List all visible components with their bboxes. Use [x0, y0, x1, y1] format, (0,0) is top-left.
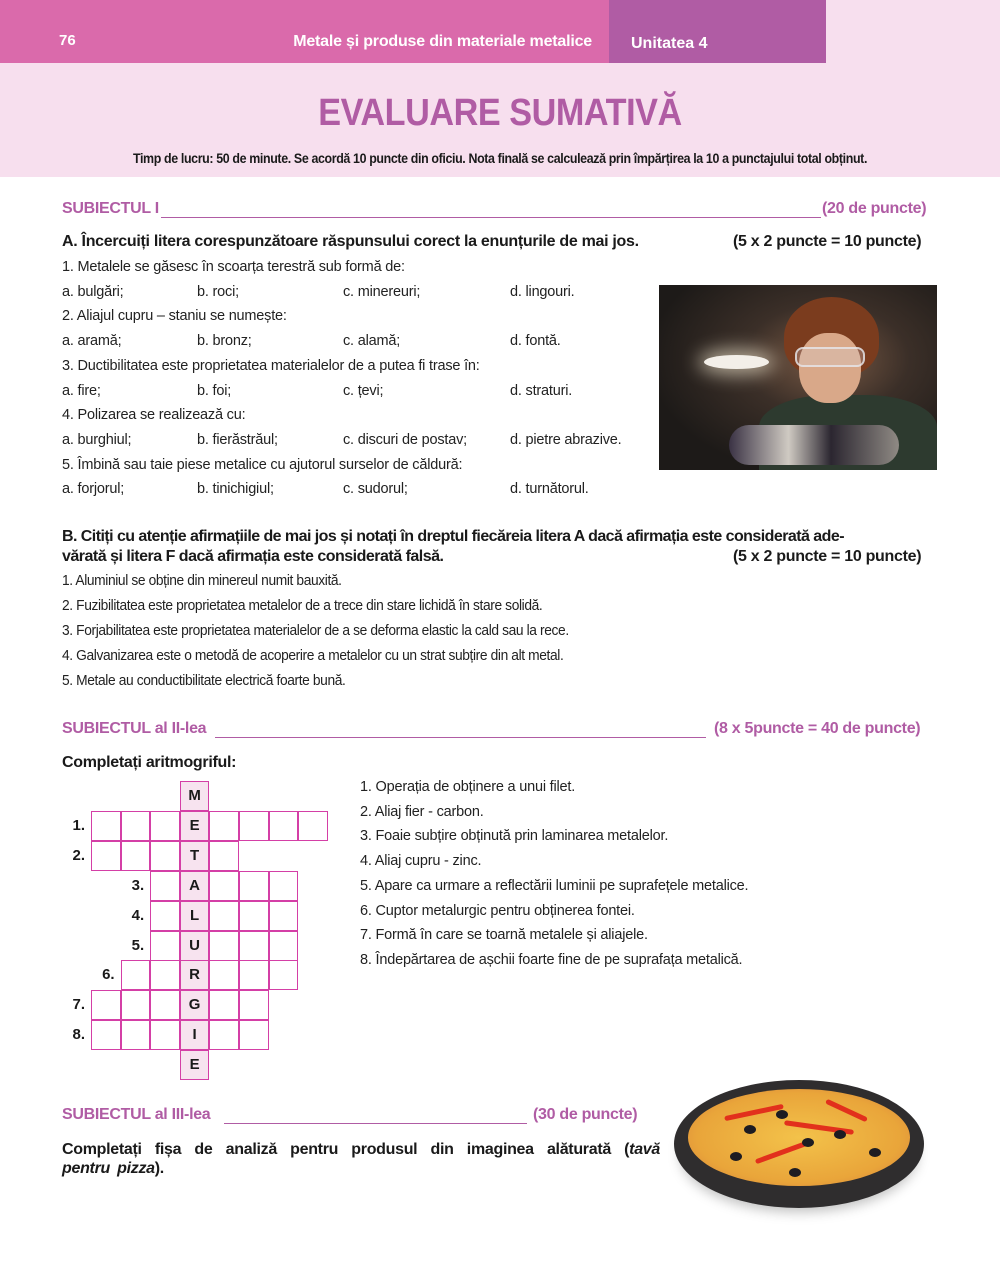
part-a-instruction: A. Încercuiți litera corespunzătoare răspunsului corect la enunțurile de mai jos. [62, 233, 639, 250]
olive-shape [744, 1125, 756, 1134]
answer-option[interactable]: b. fierăstrăul; [197, 431, 278, 448]
crossword-answer-cell[interactable] [209, 990, 239, 1020]
keyword-letter-cell: G [180, 990, 210, 1020]
crossword-clue: 1. Operația de obținere a unui filet. [360, 779, 576, 795]
chapter-title: Metale și produse din materiale metalice [293, 33, 592, 50]
crossword-answer-cell[interactable] [239, 901, 269, 931]
true-false-statement: 1. Aluminiul se obține din minereul numit bauxită. [62, 573, 342, 589]
crossword-answer-cell[interactable] [209, 871, 239, 901]
crossword-answer-cell[interactable] [269, 931, 299, 961]
subject-3-instruction-text: Completați fișa de analiză pentru produsul din imaginea alăturată ( [62, 1141, 630, 1158]
crossword-clue: 4. Aliaj cupru - zinc. [360, 853, 482, 870]
lamp-shape [704, 355, 769, 369]
answer-option[interactable]: d. lingouri. [510, 283, 575, 300]
answer-option[interactable]: d. turnătorul. [510, 481, 589, 498]
part-b-instruction-line2: vărată și litera F dacă afirmația este considerată falsă. [62, 548, 444, 565]
subject-3-points: (30 de puncte) [533, 1106, 638, 1123]
subject-2-points: (8 x 5puncte = 40 de puncte) [714, 720, 921, 737]
exam-instructions: Timp de lucru: 50 de minute. Se acordă 10 puncte din oficiu. Nota finală se calculează prin împărțirea la 10 a punctajului total obținut. [132, 151, 868, 166]
keyword-letter-cell: E [180, 811, 210, 841]
keyword-letter-cell: L [180, 901, 210, 931]
crossword-row-label: 1. [72, 816, 85, 834]
crossword-row-label: 5. [131, 936, 145, 954]
crossword-answer-cell[interactable] [121, 811, 151, 841]
question-text: 4. Polizarea se realizează cu: [62, 407, 246, 424]
crossword-clue: 7. Formă în care se toarnă metalele și aliajele. [360, 927, 648, 944]
crossword-answer-cell[interactable] [150, 811, 180, 841]
part-b-points: (5 x 2 puncte = 10 puncte) [733, 548, 922, 565]
answer-option[interactable]: b. bronz; [197, 333, 252, 350]
crossword-answer-cell[interactable] [239, 871, 269, 901]
crossword-answer-cell[interactable] [150, 990, 180, 1020]
answer-option[interactable]: d. fontă. [510, 333, 561, 350]
crossword-answer-cell[interactable] [150, 901, 180, 931]
welder-photo [659, 285, 937, 470]
crossword-answer-cell[interactable] [150, 841, 180, 871]
crossword-row-label: 2. [72, 846, 85, 864]
keyword-letter-cell: E [180, 1050, 210, 1080]
subject-1-rule [161, 217, 821, 218]
crossword-clue: 6. Cuptor metalurgic pentru obținerea fontei. [360, 902, 635, 919]
answer-option[interactable]: b. foi; [197, 382, 232, 399]
crossword-answer-cell[interactable] [150, 871, 180, 901]
subject-1-heading: SUBIECTUL I [62, 200, 159, 217]
crossword-answer-cell[interactable] [298, 811, 328, 841]
crossword-answer-cell[interactable] [91, 1020, 121, 1050]
metal-parts-shape [729, 425, 899, 465]
part-b-instruction-line1: B. Citiți cu atenție afirmațiile de mai jos și notați în dreptul fiecăreia litera A dacă afirmația este considerată ade- [62, 528, 844, 545]
crossword-answer-cell[interactable] [269, 811, 299, 841]
crossword-answer-cell[interactable] [209, 811, 239, 841]
crossword-answer-cell[interactable] [239, 960, 269, 990]
olive-shape [730, 1152, 742, 1161]
crossword-answer-cell[interactable] [121, 841, 151, 871]
answer-option[interactable]: c. alamă; [343, 333, 401, 350]
answer-option[interactable]: c. discuri de postav; [343, 431, 467, 448]
unit-label: Unitatea 4 [631, 35, 708, 52]
true-false-statement: 3. Forjabilitatea este proprietatea materialelor de a se deforma elastic la cald sau la rece. [62, 623, 569, 639]
crossword-clue: 5. Apare ca urmare a reflectării luminii pe suprafețele metalice. [360, 877, 749, 894]
subject-3-instruction-product: tavă pentru pizza [62, 1141, 660, 1177]
keyword-letter-cell: T [180, 841, 210, 871]
subject-3-instruction-end: ). [154, 1160, 164, 1177]
crossword-answer-cell[interactable] [239, 1020, 269, 1050]
answer-option[interactable]: d. straturi. [510, 382, 573, 399]
crossword-answer-cell[interactable] [269, 871, 299, 901]
answer-option[interactable]: a. fire; [62, 382, 101, 399]
crossword-answer-cell[interactable] [150, 960, 180, 990]
crossword-answer-cell[interactable] [239, 811, 269, 841]
crossword-row-label: 7. [72, 996, 85, 1014]
keyword-letter-cell: A [180, 871, 210, 901]
crossword-answer-cell[interactable] [121, 1020, 151, 1050]
crossword-answer-cell[interactable] [269, 960, 299, 990]
subject-2-rule [215, 737, 706, 738]
question-text: 3. Ductibilitatea este proprietatea materialelor de a putea fi trase în: [62, 357, 480, 374]
page-title: EVALUARE SUMATIVĂ [318, 92, 682, 134]
crossword-clue: 8. Îndepărtarea de așchii foarte fine de pe suprafața metalică. [360, 951, 743, 968]
olive-shape [869, 1148, 881, 1157]
answer-option[interactable]: a. forjorul; [62, 481, 125, 498]
goggles-shape [795, 347, 865, 367]
crossword-answer-cell[interactable] [209, 960, 239, 990]
crossword-answer-cell[interactable] [121, 990, 151, 1020]
keyword-letter-cell: M [180, 781, 210, 811]
crossword-answer-cell[interactable] [209, 1020, 239, 1050]
crossword-answer-cell[interactable] [91, 811, 121, 841]
crossword-instruction: Completați aritmogriful: [62, 754, 237, 771]
crossword-answer-cell[interactable] [239, 931, 269, 961]
olive-shape [776, 1110, 788, 1119]
subject-3-instruction [62, 1140, 660, 1178]
crossword-row-label: 3. [131, 876, 145, 894]
true-false-statement: 2. Fuzibilitatea este proprietatea metalelor de a trece din stare lichidă în stare solidă. [62, 598, 543, 614]
keyword-letter-cell: U [180, 931, 210, 961]
chapter-band [0, 0, 609, 63]
face-shape [799, 333, 861, 403]
question-text: 2. Aliajul cupru – staniu se numește: [62, 308, 287, 325]
keyword-letter-cell: R [180, 960, 210, 990]
question-text: 5. Îmbină sau taie piese metalice cu ajutorul surselor de căldură: [62, 456, 463, 473]
keyword-letter-cell: I [180, 1020, 210, 1050]
subject-3-heading: SUBIECTUL al III-lea [62, 1106, 211, 1123]
crossword-row-label: 8. [72, 1026, 85, 1044]
subject-2-heading: SUBIECTUL al II-lea [62, 720, 207, 737]
olive-shape [789, 1168, 801, 1177]
subject-3-rule [224, 1123, 527, 1124]
answer-option[interactable]: c. minereuri; [343, 283, 421, 300]
question-text: 1. Metalele se găsesc în scoarța terestră sub formă de: [62, 259, 405, 275]
crossword-answer-cell[interactable] [91, 990, 121, 1020]
part-a-points: (5 x 2 puncte = 10 puncte) [733, 233, 922, 250]
olive-shape [834, 1130, 846, 1139]
crossword-answer-cell[interactable] [269, 901, 299, 931]
subject-1-points: (20 de puncte) [822, 200, 927, 217]
true-false-statement: 5. Metale au conductibilitate electrică foarte bună. [62, 673, 346, 689]
crossword-row-label: 6. [102, 966, 115, 984]
crossword-answer-cell[interactable] [150, 931, 180, 961]
unit-band [609, 0, 826, 63]
crossword-answer-cell[interactable] [121, 960, 151, 990]
true-false-statement: 4. Galvanizarea este o metodă de acoperire a metalelor cu un strat subțire din alt metal. [62, 648, 564, 664]
crossword-answer-cell[interactable] [209, 841, 239, 871]
answer-option[interactable]: d. pietre abrazive. [510, 431, 622, 448]
answer-option[interactable]: b. roci; [197, 283, 239, 300]
crossword-answer-cell[interactable] [150, 1020, 180, 1050]
crossword-row-label: 4. [131, 906, 145, 924]
answer-option[interactable]: a. bulgări; [62, 283, 124, 300]
crossword-answer-cell[interactable] [209, 901, 239, 931]
crossword-answer-cell[interactable] [91, 841, 121, 871]
page-number: 76 [59, 32, 76, 49]
crossword-clue: 3. Foaie subțire obținută prin laminarea metalelor. [360, 828, 669, 845]
pizza-pan-photo [674, 1080, 924, 1210]
crossword-answer-cell[interactable] [209, 931, 239, 961]
crossword-answer-cell[interactable] [239, 990, 269, 1020]
answer-option[interactable]: a. aramă; [62, 333, 122, 350]
answer-option[interactable]: c. sudorul; [343, 481, 408, 498]
answer-option[interactable]: c. țevi; [343, 382, 384, 399]
answer-option[interactable]: a. burghiul; [62, 431, 132, 448]
answer-option[interactable]: b. tinichigiul; [197, 481, 274, 498]
olive-shape [802, 1138, 814, 1147]
crossword-clue: 2. Aliaj fier - carbon. [360, 803, 484, 820]
